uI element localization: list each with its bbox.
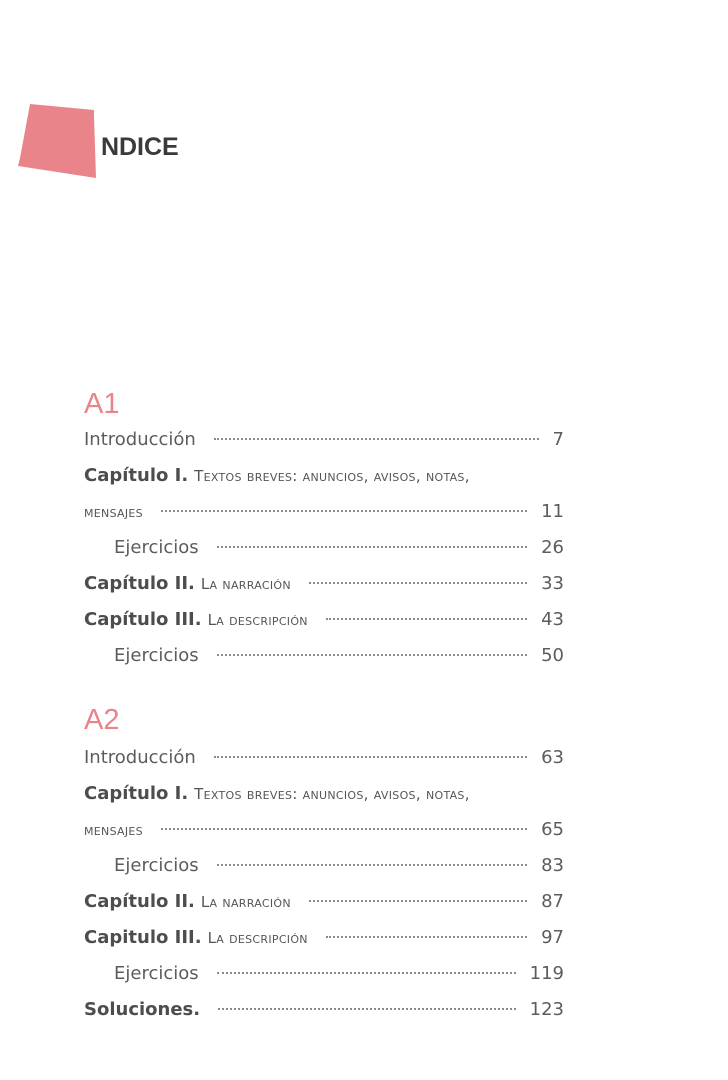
page-number: 50: [541, 645, 564, 666]
toc-entry-chapter-3[interactable]: [84, 604, 564, 640]
page-number: 65: [541, 819, 564, 840]
entry-text: Ejercicios: [114, 537, 199, 558]
page-number: 83: [541, 855, 564, 876]
page-title: [94, 132, 179, 162]
heading-initial: Í: [94, 133, 101, 161]
dot-leader: [217, 545, 527, 548]
dot-leader: [217, 971, 516, 974]
heading-rest: NDICE: [100, 133, 179, 161]
chapter-title: Textos breves: anuncios, avisos, notas,: [194, 467, 470, 485]
dot-leader: [309, 581, 527, 584]
entry-text: Introducción: [84, 747, 196, 768]
entry-text: Introducción: [84, 429, 196, 450]
chapter-number: Capítulo I.: [84, 465, 189, 486]
page-number: 11: [541, 501, 564, 522]
page-number: 33: [541, 573, 564, 594]
page-number: 26: [541, 537, 564, 558]
page-number: 119: [529, 963, 564, 984]
toc-a2: [84, 742, 564, 1030]
dot-leader: [309, 899, 527, 902]
toc-entry-solutions[interactable]: [84, 994, 564, 1030]
chapter-number: Capítulo II.: [84, 573, 195, 594]
chapter-title: La narración: [200, 893, 291, 911]
dot-leader: [214, 437, 539, 440]
toc-entry-chapter-2[interactable]: [84, 886, 564, 922]
page-number: 87: [541, 891, 564, 912]
dot-leader: [217, 863, 527, 866]
dot-leader: [161, 509, 527, 512]
chapter-title: La descripción: [207, 929, 308, 947]
chapter-title-continued: mensajes: [84, 503, 143, 521]
chapter-number: Capítulo I.: [84, 783, 189, 804]
dot-leader: [326, 935, 527, 938]
dot-leader: [217, 653, 527, 656]
page-number: 7: [552, 429, 564, 450]
entry-text: Ejercicios: [114, 855, 199, 876]
entry-text: Ejercicios: [114, 645, 199, 666]
page-number: 63: [541, 747, 564, 768]
chapter-title: La descripción: [207, 611, 308, 629]
chapter-title-continued: mensajes: [84, 821, 143, 839]
toc-entry-exercises[interactable]: [84, 958, 564, 994]
toc-entry-chapter-3[interactable]: [84, 922, 564, 958]
solutions-label: Soluciones.: [84, 999, 201, 1020]
toc-entry-exercises[interactable]: [84, 640, 564, 676]
page-number: 123: [529, 999, 564, 1020]
heading-accent-polygon: [18, 104, 96, 178]
toc-entry-chapter-1[interactable]: [84, 460, 564, 532]
chapter-title: Textos breves: anuncios, avisos, notas,: [194, 785, 470, 803]
dot-leader: [326, 617, 527, 620]
toc-entry-chapter-1[interactable]: [84, 778, 564, 850]
entry-text: Ejercicios: [114, 963, 199, 984]
dot-leader: [161, 827, 527, 830]
toc-entry-exercises[interactable]: [84, 532, 564, 568]
chapter-number: Capítulo III.: [84, 609, 202, 630]
chapter-number: Capitulo III.: [84, 927, 202, 948]
toc-a1: [84, 424, 564, 676]
dot-leader: [214, 755, 527, 758]
toc-entry-introduction[interactable]: [84, 424, 564, 460]
page-number: 97: [541, 927, 564, 948]
toc-entry-exercises[interactable]: [84, 850, 564, 886]
chapter-title: La narración: [200, 575, 291, 593]
dot-leader: [218, 1007, 516, 1010]
chapter-number: Capítulo II.: [84, 891, 195, 912]
section-label-a1: A1: [84, 388, 120, 420]
page-number: 43: [541, 609, 564, 630]
index-heading: [18, 104, 198, 184]
toc-entry-chapter-2[interactable]: [84, 568, 564, 604]
toc-entry-introduction[interactable]: [84, 742, 564, 778]
section-label-a2: A2: [84, 704, 120, 736]
